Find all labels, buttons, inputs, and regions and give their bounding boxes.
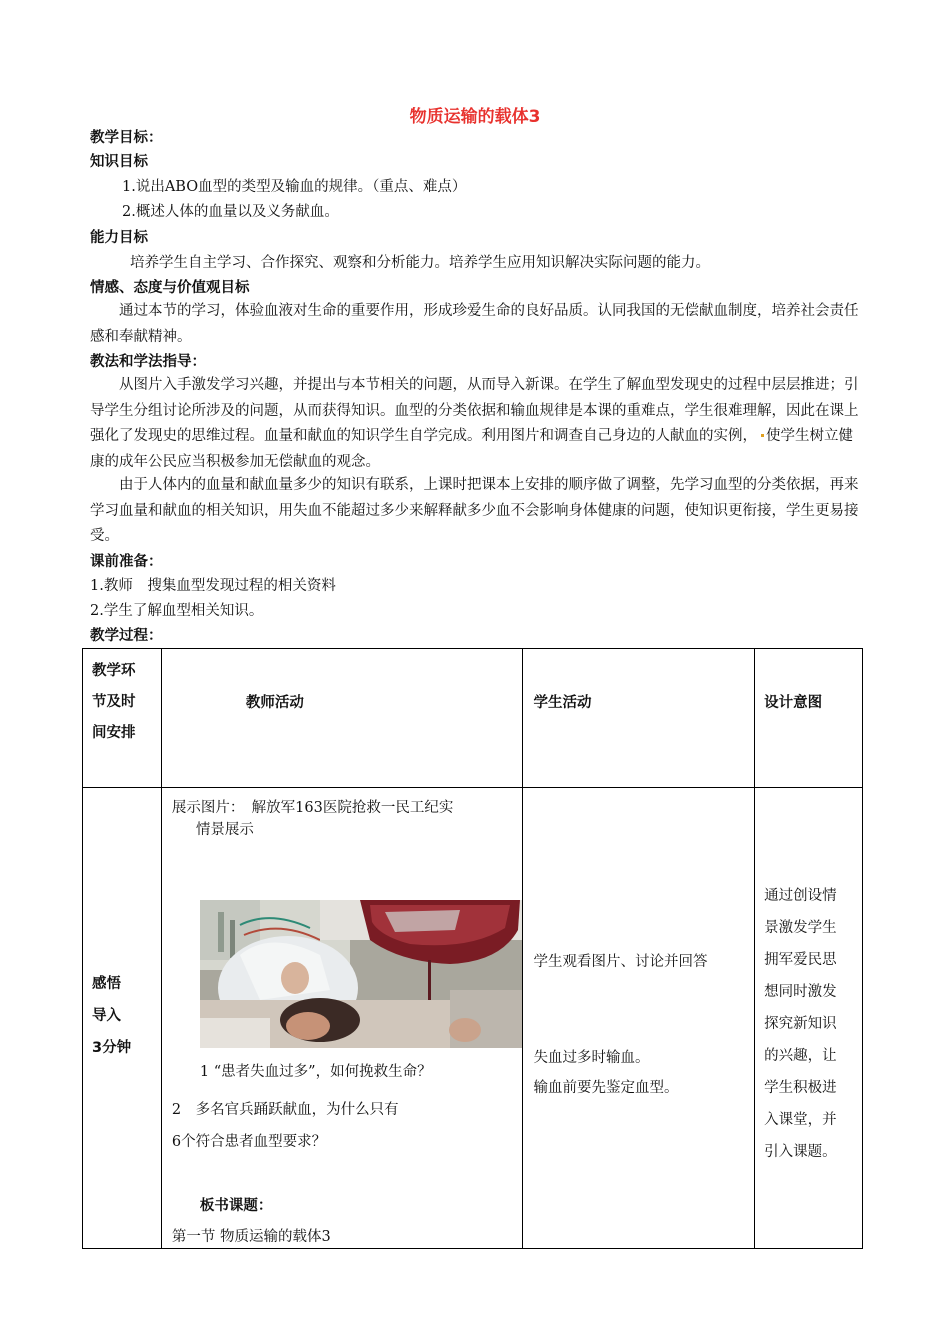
preparation-item-2: 2.学生了解血型相关知识。: [90, 603, 264, 619]
objectives-heading: 教学目标：: [90, 130, 163, 146]
student-activity-3: 输血前要先鉴定血型。: [533, 1080, 679, 1096]
methods-paragraph-1-text: 从图片入手激发学习兴趣，并提出与本节相关的问题，从而导入新课。在学生了解血型发现史的过程中层层推进；引导学生分组讨论所涉及的问题，从而获得知识。血型的分类依据和输血规律是本课的重难点，学生很难理解，因此在课上强化了发现史的思维过程。血量和献血的知识学生自学完成。利用图片和调查自己身边的人献血的实例，: [90, 377, 859, 444]
header-intent: 设计意图: [755, 649, 863, 788]
bullet-dot-icon: [761, 434, 764, 437]
header-student: 学生活动: [523, 649, 755, 788]
methods-paragraph-1-end: 使学生树立健康的成年公民应当积极参加无偿献血的观念。: [90, 428, 853, 470]
stage-line: 导入: [92, 1008, 121, 1024]
header-teacher: 教师活动: [161, 649, 523, 788]
knowledge-heading: 知识目标: [90, 154, 148, 170]
intent-line: 拥军爱民思: [764, 952, 837, 968]
rescue-scene-photo: [200, 900, 522, 1048]
knowledge-item-2: 2.概述人体的血量以及义务献血。: [122, 204, 339, 220]
process-heading: 教学过程：: [90, 628, 163, 644]
methods-paragraph-2: 由于人体内的血量和献血量多少的知识有联系，上课时把课本上安排的顺序做了调整，先学习血型的分类依据，再来学习血量和献血的相关知识，用失血不能超过多少来解释献多少血不会影响身体健康的问题，使知识更衔接，学生更易接受。: [90, 477, 859, 544]
stage-line: 感悟: [92, 976, 121, 992]
board-text: 第一节 物质运输的载体3: [171, 1229, 331, 1245]
preparation-item-1: 1.教师 搜集血型发现过程的相关资料: [90, 578, 336, 594]
process-table: [82, 648, 863, 1249]
intent-line: 的兴趣，让: [764, 1048, 837, 1064]
teacher-intro-line-2: 情景展示: [195, 822, 254, 838]
table-header-row: [83, 649, 863, 788]
intent-line: 通过创设情: [764, 888, 837, 904]
header-stage-line: 间安排: [92, 725, 136, 741]
intent-line: 入课堂，并: [764, 1112, 837, 1128]
table-row: [83, 788, 863, 1249]
document-title: 物质运输的载体3: [409, 107, 541, 127]
ability-text: 培养学生自主学习、合作探究、观察和分析能力。培养学生应用知识解决实际问题的能力。: [130, 255, 710, 271]
preparation-heading: 课前准备：: [90, 554, 163, 570]
teacher-activity-cell: [161, 788, 523, 1249]
question-1: 1 “患者失血过多”，如何挽救生命？: [199, 1064, 432, 1080]
intent-line: 景激发学生: [764, 920, 837, 936]
rescue-scene-illustration: [200, 900, 522, 1048]
methods-heading: 教法和学法指导：: [90, 354, 206, 370]
intent-line: 引入课题。: [764, 1144, 837, 1160]
teacher-intro-line-1: 展示图片： 解放军163医院抢救一民工纪实: [171, 800, 454, 816]
design-intent-cell: [755, 788, 863, 1249]
student-activity-1: 学生观看图片、讨论并回答: [533, 954, 708, 970]
emotion-heading: 情感、态度与价值观目标: [90, 280, 250, 296]
stage-line: 3分钟: [92, 1040, 132, 1056]
student-activity-2: 失血过多时输血。: [533, 1050, 650, 1066]
header-stage: [83, 649, 162, 788]
stage-cell: [83, 788, 162, 1249]
emotion-text: 通过本节的学习，体验血液对生命的重要作用，形成珍爱生命的良好品质。认同我国的无偿献血制度，培养社会责任感和奉献精神。: [90, 303, 859, 345]
methods-paragraph-1: [90, 373, 862, 475]
intent-line: 想同时激发: [764, 984, 837, 1000]
header-stage-line: 节及时: [92, 694, 136, 710]
knowledge-item-1: 1.说出ABO血型的类型及输血的规律。（重点、难点）: [122, 179, 467, 195]
intent-line: 学生积极进: [764, 1080, 837, 1096]
intent-line: 探究新知识: [764, 1016, 837, 1032]
question-2-line-1: 2 多名官兵踊跃献血，为什么只有: [171, 1102, 399, 1118]
student-activity-cell: [523, 788, 755, 1249]
ability-heading: 能力目标: [90, 230, 148, 246]
question-2-line-2: 6个符合患者血型要求？: [171, 1134, 327, 1150]
header-stage-line: 教学环: [92, 663, 136, 679]
board-label: 板书课题：: [199, 1198, 273, 1214]
